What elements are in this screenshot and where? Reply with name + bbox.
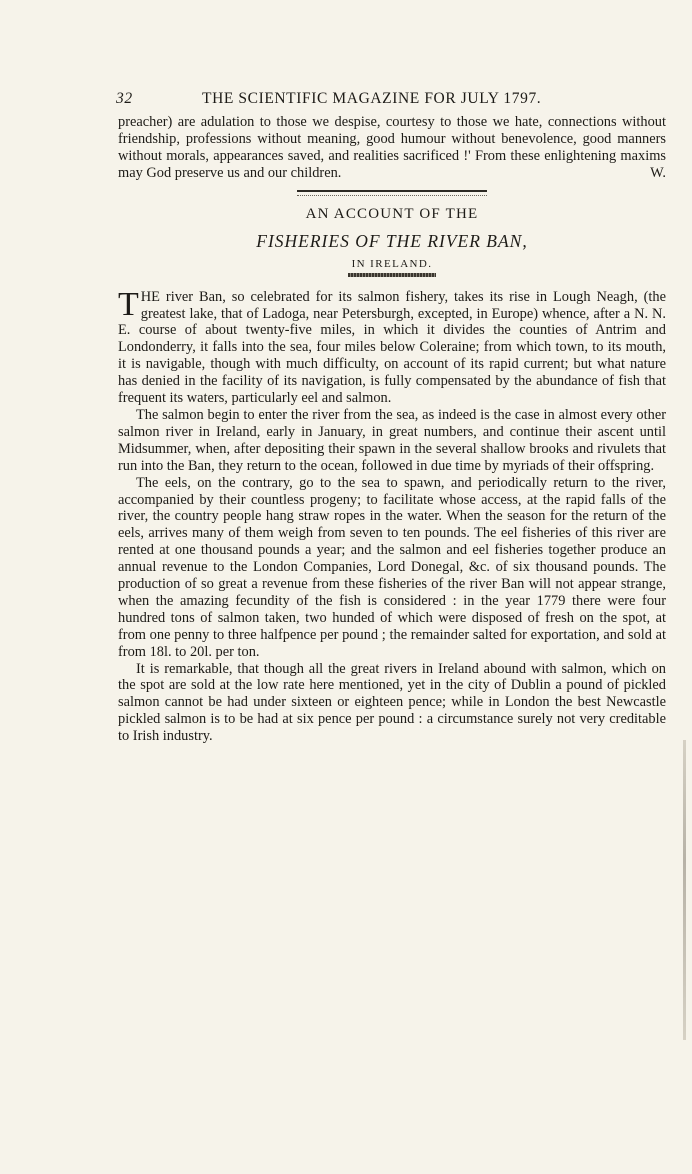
article-paragraph-2: The salmon begin to enter the river from the sea, as indeed is the case in almost every other salmon river in Ireland, early in January, in great numbers, and continue their ascent until Midsummer, when, after depositing their spawn in the several shallow brooks and rivulets that run into the Ban, they return to the ocean, followed in due time by myriads of their offspring. — [118, 406, 666, 474]
ornamental-rule — [297, 190, 487, 196]
heading-rule — [348, 273, 436, 277]
preceding-text: preacher) are adulation to those we despise, courtesy to those we hate, connections without friendship, professions without meaning, good humour without benevolence, good manners without morals, appearances saved, and realities sacrificed !' From these enlightening maxims may God preserve us and our children. — [118, 114, 666, 181]
article-paragraph-1 — [118, 285, 666, 407]
article-heading-line3: IN IRELAND. — [351, 257, 433, 270]
running-title: THE SCIENTIFIC MAGAZINE FOR JULY 1797. — [202, 90, 542, 107]
preceding-paragraph — [118, 114, 666, 182]
article-heading-line2: FISHERIES OF THE RIVER BAN, — [256, 230, 528, 251]
article-heading-line1: AN ACCOUNT OF THE — [305, 205, 479, 222]
article-paragraph-4: It is remarkable, that though all the great rivers in Ireland abound with salmon, which on the spot are sold at the low rate here mentioned, yet in the city of Dublin a pound of pickled salmon cannot be had under sixteen or eighteen pence; while in London the best Newcastle pickled salmon is to be had at six pence per pound : a circumstance surely not very creditable to Irish industry. — [118, 660, 666, 745]
article-body — [118, 285, 666, 745]
running-head — [118, 88, 666, 114]
paragraph-text: HE river Ban, so celebrated for its salmon fishery, takes its rise in Lough Neagh, (the greatest lake, that of Ladoga, near Petersburgh, excepted, in Europe) whence, after a N. N. E. course of about twenty-five miles, in which it divides the counties of Antrim and Londonderry, it falls into the sea, four miles below Coleraine; from which town, to its mouth, it is navigable, though with much difficulty, on account of its rapid current; but what nature has denied in the facility of its navigation, is fully compensated by the abundance of fish that frequent its waters, particularly eel and salmon. — [118, 288, 666, 407]
signature: W. — [650, 164, 666, 181]
section-divider — [118, 190, 666, 196]
page-edge-shadow — [683, 740, 686, 1040]
page-number: 32 — [116, 90, 133, 107]
page — [118, 88, 666, 745]
drop-cap: T — [118, 285, 139, 323]
article-paragraph-3: The eels, on the contrary, go to the sea to spawn, and periodically return to the river, accompanied by their countless progeny; to facilitate whose access, at the rapid falls of the river, the country people hang straw ropes in the water. When the season for the return of the eels, arrives many of them weigh from seven to ten pounds. The eel fisheries of this river are rented at one thousand pounds a year; and the salmon and eel fisheries together produce an annual revenue to the London Companies, Lord Donegal, &c. of six thousand pounds. The production of so great a revenue from these fisheries of the river Ban will not appear strange, when the amazing fecundity of the fish is considered : in the year 1779 there were four hundred tons of salmon taken, two hunded of which were disposed of fresh on the spot, at from one penny to three halfpence per pound ; the remainder salted for exportation, and sold at from 18l. to 20l. per ton. — [118, 474, 666, 660]
